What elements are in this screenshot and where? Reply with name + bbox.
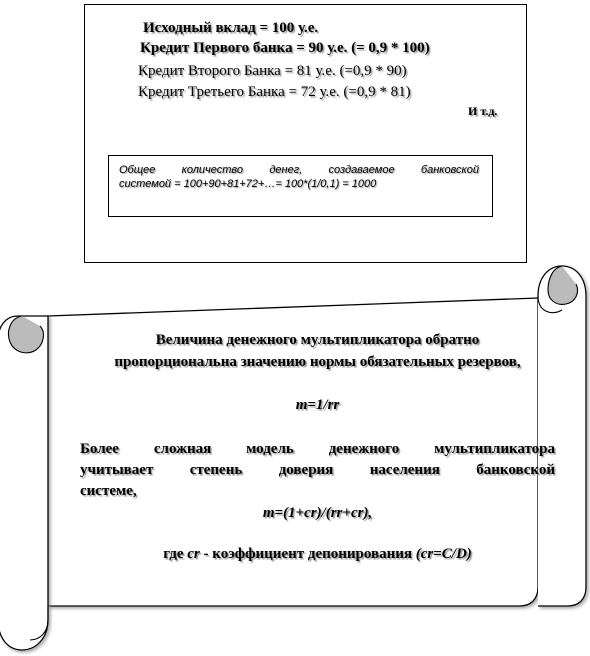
complex-multiplier-formula: m=(1+cr)/(rr+cr), — [262, 505, 373, 521]
multiplier-statement-line-1: Величина денежного мультипликатора обратно — [155, 332, 480, 348]
complex-model-line-3: системе, — [80, 483, 137, 499]
second-bank-credit-line: Кредит Второго Банка = 81 у.е. (=0,9 * 90) — [138, 63, 407, 79]
complex-model-line-1: Более сложная модель денежного мультипликатора — [80, 441, 555, 457]
initial-deposit-line: Исходный вклад = 100 у.е. — [143, 20, 319, 36]
multiplier-statement-line-2: пропорциональна значению нормы обязательных резервов, — [114, 354, 521, 370]
etc-label: И т.д. — [468, 104, 498, 118]
where-text: - коэффициент депонирования — [199, 546, 416, 562]
total-money-line-1: Общее количество денег, создаваемое банковской — [119, 164, 479, 176]
third-bank-credit-line: Кредит Третьего Банка = 72 у.е. (=0,9 * 81) — [138, 84, 411, 100]
deposit-ratio-definition — [80, 546, 555, 563]
complex-model-line-2: учитывает степень доверия населения банковской — [80, 462, 555, 478]
first-bank-credit-line: Кредит Первого банка = 90 у.е. (= 0,9 * 100) — [140, 40, 430, 56]
where-prefix: где — [163, 546, 188, 562]
simple-multiplier-formula: m=1/rr — [295, 397, 340, 413]
total-money-line-2: системой = 100+90+81+72+…= 100*(1/0,1) = 1000 — [119, 178, 377, 190]
deposit-ratio-formula: (cr=C/D) — [415, 546, 472, 562]
cr-variable: cr — [187, 546, 200, 562]
